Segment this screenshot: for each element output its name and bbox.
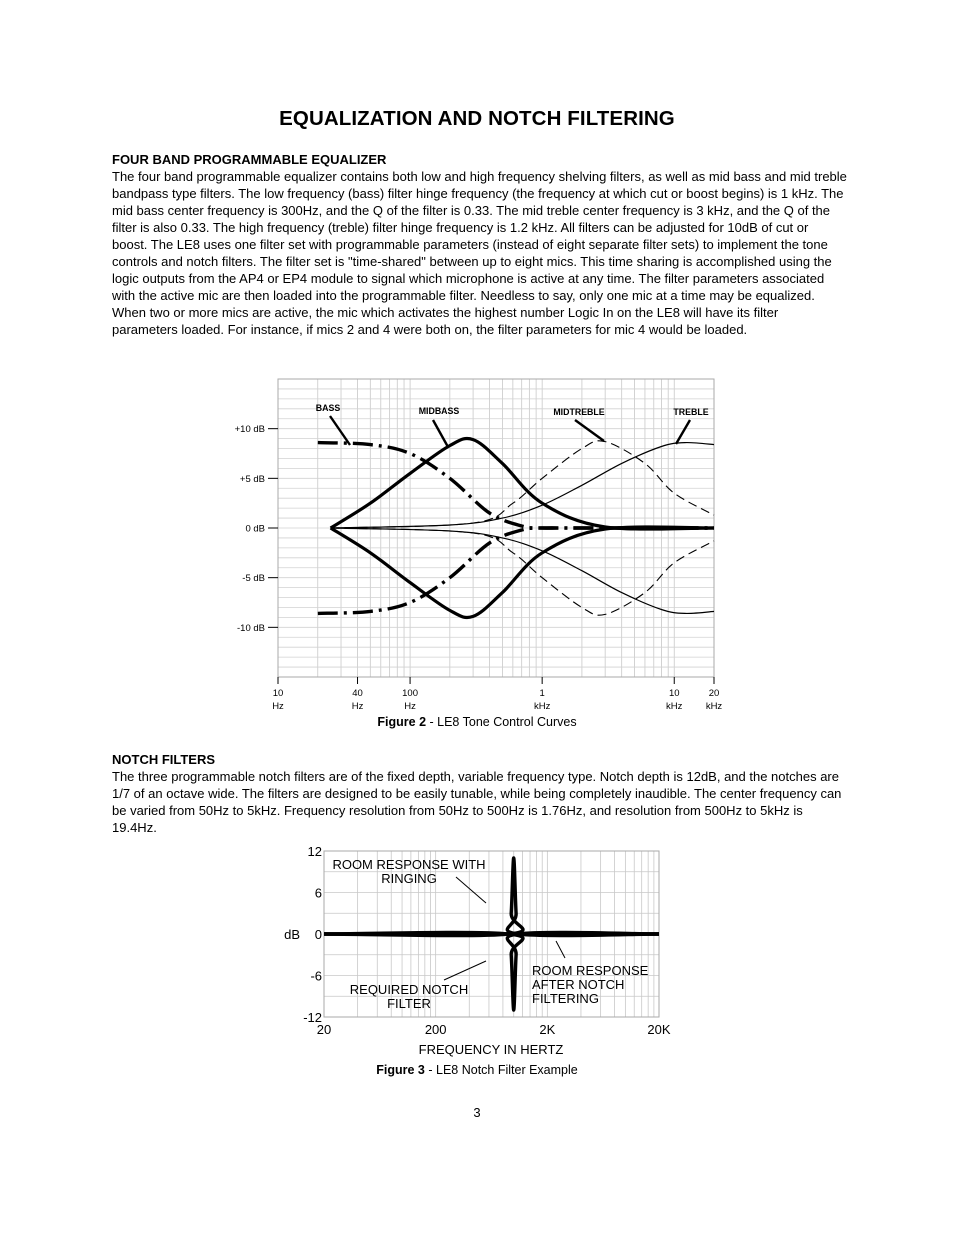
annotation-leader xyxy=(456,877,486,903)
figure-2-caption xyxy=(0,715,954,729)
section-heading-equalizer: FOUR BAND PROGRAMMABLE EQUALIZER xyxy=(112,152,387,167)
x-tick-label: 20 xyxy=(708,688,720,699)
y-tick-label: +5 dB xyxy=(239,473,265,485)
y-tick-label: -5 dB xyxy=(242,573,265,585)
annotation-leader xyxy=(676,420,690,444)
chart-labels xyxy=(284,844,671,1057)
curve-annotation: TREBLE xyxy=(673,407,709,417)
annotation-leader xyxy=(444,961,486,980)
x-tick-label: 100 xyxy=(402,688,419,699)
x-axis-label: FREQUENCY IN HERTZ xyxy=(418,1042,564,1057)
section-body-equalizer xyxy=(112,168,847,338)
figure-3-caption xyxy=(0,1063,954,1077)
section-heading-notch: NOTCH FILTERS xyxy=(112,752,216,767)
y-tick-label: -6 xyxy=(310,968,322,984)
x-tick-label: 20K xyxy=(647,1022,671,1037)
annotation-leader xyxy=(433,420,448,447)
annotation-leader xyxy=(556,941,565,958)
page-title: EQUALIZATION AND NOTCH FILTERING xyxy=(279,107,675,130)
paragraph: The four band programmable equalizer contains both low and high frequency shelving filters, as well as mid bass and mid treble bandpass type filters. The low frequency (bass) filter hinge frequency (the frequency at which cut or boost begins) is 1 kHz. The mid bass center frequency is 300Hz, and the Q of the filter is 0.33. The mid treble center frequency is 3 kHz, and the Q of the filter is also 0.33. The high frequency (treble) filter hinge frequency is 1.2 kHz. All filters can be adjusted for 10dB of cut or boost. The LE8 uses one filter set with programmable parameters (instead of eight separate filter sets) to implement the tone controls and notch filters. The filter set is "time-shared" between up to eight mics. This time sharing is accomplished using the logic outputs from the AP4 or EP4 module to signal which microphone is active at any time. The filter parameters associated with the active mic are then loaded into the programmable filter. Needless to say, only one mic at a time may be equalized. When two or more mics are active, the mic which activates the highest number Logic In on the LE8 will have its filter parameters loaded. For instance, if mics 2 and 4 were both on, the filter parameters for mic 4 would be loaded. xyxy=(112,169,847,337)
annotation-ringing-line2: RINGING xyxy=(381,871,437,886)
paragraph: The three programmable notch filters are of the fixed depth, variable frequency type. Notch depth is 12dB, and the notches are 1/7 of an octave wide. The filters are designed to be easily tunable, while being completely inaudible. The center frequency can be varied from 50Hz to 5kHz. Frequency resolution from 50Hz to 500Hz is 1.76Hz, and resolution from 500Hz to 5kHz is 19.4Hz. xyxy=(112,769,842,835)
annotation-leader xyxy=(575,420,604,441)
annotation-after-line2: AFTER NOTCH xyxy=(532,977,625,992)
x-tick-label: 1 xyxy=(539,688,545,699)
curve-annotation: MIDTREBLE xyxy=(553,407,605,417)
page-number: 3 xyxy=(473,1105,481,1120)
notch-filter-chart xyxy=(0,835,954,1065)
caption-bold: Figure 3 xyxy=(376,1063,425,1077)
caption-text: - LE8 Notch Filter Example xyxy=(424,1063,578,1077)
x-tick-label: 20 xyxy=(316,1022,332,1037)
x-tick-unit: kHz xyxy=(666,701,683,712)
annotation-notch-line2: FILTER xyxy=(387,996,431,1011)
x-tick-unit: kHz xyxy=(533,701,551,712)
curve-annotation: MIDBASS xyxy=(418,406,460,416)
curve-bass xyxy=(318,443,714,529)
y-tick-label: 0 xyxy=(314,927,322,942)
y-axis-label: dB xyxy=(284,927,300,942)
curve-bass xyxy=(318,528,714,614)
y-tick-label: -10 dB xyxy=(237,622,265,634)
x-tick-unit: Hz xyxy=(404,701,416,712)
curve-annotation: BASS xyxy=(315,403,341,413)
x-tick-unit: kHz xyxy=(705,701,723,712)
annotation-notch-line1: REQUIRED NOTCH xyxy=(349,982,469,997)
x-tick-label: 200 xyxy=(424,1022,447,1037)
section-body-notch xyxy=(112,768,847,836)
y-tick-label: 12 xyxy=(307,844,322,859)
caption-text: - LE8 Tone Control Curves xyxy=(426,715,577,729)
x-tick-unit: Hz xyxy=(351,701,364,712)
x-tick-label: 10 xyxy=(272,688,284,699)
y-tick-label: +10 dB xyxy=(234,424,265,436)
x-tick-label: 40 xyxy=(352,688,363,699)
tone-control-chart xyxy=(0,370,954,720)
x-tick-unit: Hz xyxy=(272,701,284,712)
annotation-after-line3: FILTERING xyxy=(532,991,599,1006)
curve-midbass xyxy=(331,527,714,618)
annotation-ringing-line1: ROOM RESPONSE WITH xyxy=(332,857,486,872)
annotation-leader xyxy=(330,416,350,445)
y-tick-label: 0 dB xyxy=(245,523,265,535)
x-tick-label: 2K xyxy=(539,1022,556,1037)
y-tick-label: 6 xyxy=(314,885,322,901)
x-tick-label: 10 xyxy=(668,688,680,699)
annotation-after-line1: ROOM RESPONSE xyxy=(532,963,649,978)
caption-bold: Figure 2 xyxy=(377,715,427,729)
curve-midbass xyxy=(331,438,714,529)
y-tick-label: -12 xyxy=(303,1010,322,1025)
